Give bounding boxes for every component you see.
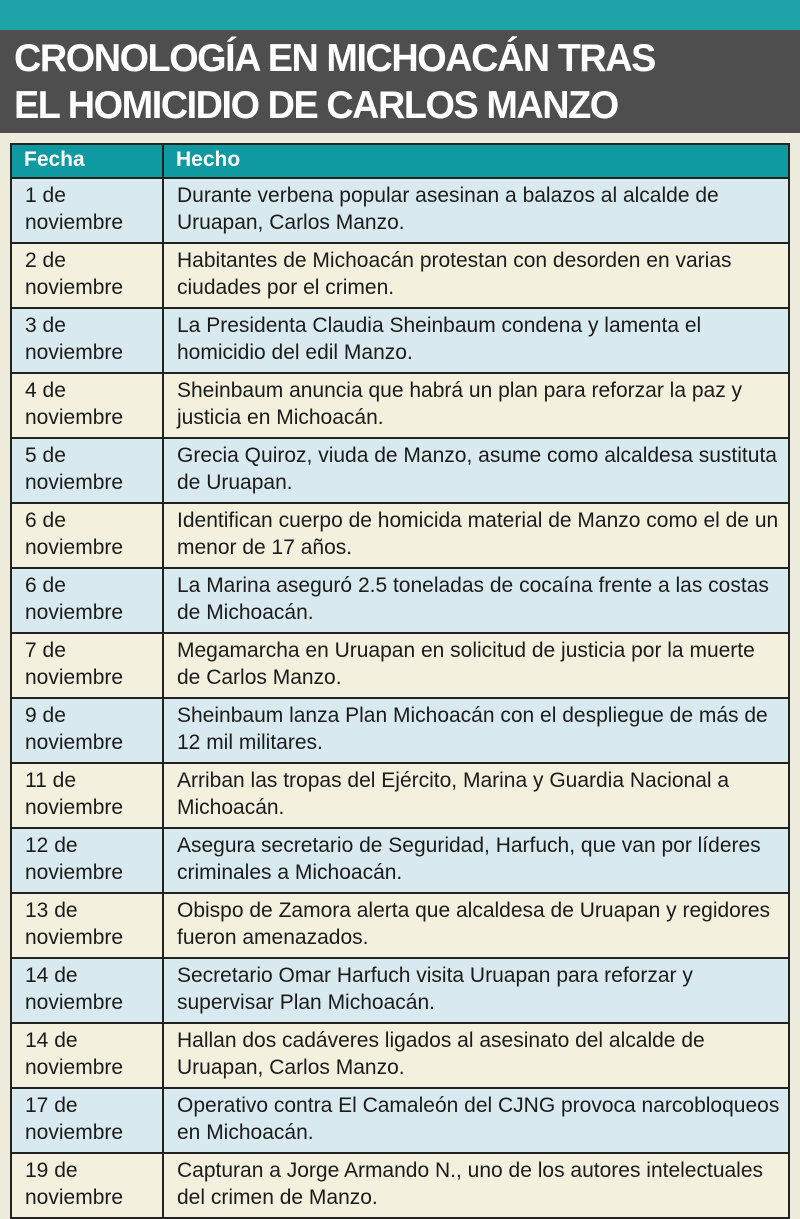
table-row [11,698,789,763]
fecha-line: noviembre [25,1055,124,1079]
page-title-line2: EL HOMICIDIO DE CARLOS MANZO [14,83,618,127]
hecho-cell: Obispo de Zamora alerta que alcaldesa de Uruapan y regidores fueron amenazados. [163,893,789,958]
fecha-line: 14 de [25,964,78,987]
fecha-line: noviembre [25,990,124,1014]
fecha-cell [11,178,163,243]
hecho-cell: Sheinbaum anuncia que habrá un plan para reforzar la paz y justicia en Michoacán. [163,373,789,438]
top-accent-bar [0,0,800,30]
fecha-cell [11,763,163,828]
fecha-cell [11,503,163,568]
fecha-line: noviembre [25,795,124,819]
table-row [11,568,789,633]
table-row [11,763,789,828]
page-title-line1: CRONOLOGÍA EN MICHOACÁN TRAS [14,36,655,80]
fecha-line: noviembre [25,1120,124,1144]
fecha-cell [11,1023,163,1088]
table-row [11,178,789,243]
hecho-cell: La Presidenta Claudia Sheinbaum condena y lamenta el homicidio del edil Manzo. [163,308,789,373]
fecha-cell [11,828,163,893]
fecha-line: noviembre [25,860,124,884]
table-row [11,1023,789,1088]
hecho-cell: Asegura secretario de Seguridad, Harfuch, que van por líderes criminales a Michoacán. [163,828,789,893]
column-header-hecho: Hecho [163,144,789,178]
fecha-line: 19 de [25,1159,78,1182]
table-row [11,438,789,503]
fecha-line: 4 de [25,379,66,402]
fecha-line: noviembre [25,340,124,364]
fecha-line: 14 de [25,1029,78,1052]
hecho-cell: Grecia Quiroz, viuda de Manzo, asume como alcaldesa sustituta de Uruapan. [163,438,789,503]
hecho-cell: Arriban las tropas del Ejército, Marina y Guardia Nacional a Michoacán. [163,763,789,828]
fecha-line: noviembre [25,925,124,949]
fecha-cell [11,438,163,503]
fecha-line: noviembre [25,600,124,624]
table-row [11,308,789,373]
table-row [11,958,789,1023]
hecho-cell: Secretario Omar Harfuch visita Uruapan para reforzar y supervisar Plan Michoacán. [163,958,789,1023]
fecha-line: noviembre [25,665,124,689]
table-row [11,243,789,308]
hecho-cell: Capturan a Jorge Armando N., uno de los autores intelectuales del crimen de Manzo. [163,1153,789,1218]
hecho-cell: Identifican cuerpo de homicida material de Manzo como el de un menor de 17 años. [163,503,789,568]
fecha-cell [11,633,163,698]
fecha-line: noviembre [25,275,124,299]
hecho-cell: Megamarcha en Uruapan en solicitud de justicia por la muerte de Carlos Manzo. [163,633,789,698]
hecho-cell: Sheinbaum lanza Plan Michoacán con el despliegue de más de 12 mil militares. [163,698,789,763]
fecha-line: noviembre [25,1185,124,1209]
fecha-line: 9 de [25,704,66,727]
hecho-cell: Operativo contra El Camaleón del CJNG provoca narcobloqueos en Michoacán. [163,1088,789,1153]
hecho-cell: Durante verbena popular asesinan a balazos al alcalde de Uruapan, Carlos Manzo. [163,178,789,243]
table-header [11,144,789,178]
fecha-cell [11,698,163,763]
fecha-cell [11,308,163,373]
fecha-cell [11,958,163,1023]
column-header-fecha: Fecha [11,144,163,178]
fecha-line: 11 de [25,769,76,792]
table-row [11,373,789,438]
fecha-line: 17 de [25,1094,78,1117]
table-row [11,633,789,698]
title-block [0,30,800,133]
table-row [11,893,789,958]
fecha-line: noviembre [25,210,124,234]
fecha-line: 6 de [25,509,66,532]
fecha-line: 7 de [25,639,66,662]
fecha-cell [11,1088,163,1153]
fecha-line: noviembre [25,470,124,494]
table-row [11,1088,789,1153]
fecha-cell [11,243,163,308]
chronology-table [10,143,790,1219]
fecha-line: 1 de [25,184,66,207]
table-row [11,828,789,893]
table-body [11,178,789,1218]
fecha-line: noviembre [25,535,124,559]
fecha-line: noviembre [25,405,124,429]
fecha-cell [11,1153,163,1218]
fecha-cell [11,893,163,958]
hecho-cell: La Marina aseguró 2.5 toneladas de cocaína frente a las costas de Michoacán. [163,568,789,633]
fecha-line: 13 de [25,899,78,922]
fecha-line: 6 de [25,574,66,597]
table-row [11,1153,789,1218]
hecho-cell: Habitantes de Michoacán protestan con desorden en varias ciudades por el crimen. [163,243,789,308]
fecha-cell [11,568,163,633]
fecha-cell [11,373,163,438]
fecha-line: 2 de [25,249,66,272]
fecha-line: 3 de [25,314,66,337]
fecha-line: 5 de [25,444,66,467]
hecho-cell: Hallan dos cadáveres ligados al asesinato del alcalde de Uruapan, Carlos Manzo. [163,1023,789,1088]
table-row [11,503,789,568]
fecha-line: noviembre [25,730,124,754]
fecha-line: 12 de [25,834,78,857]
